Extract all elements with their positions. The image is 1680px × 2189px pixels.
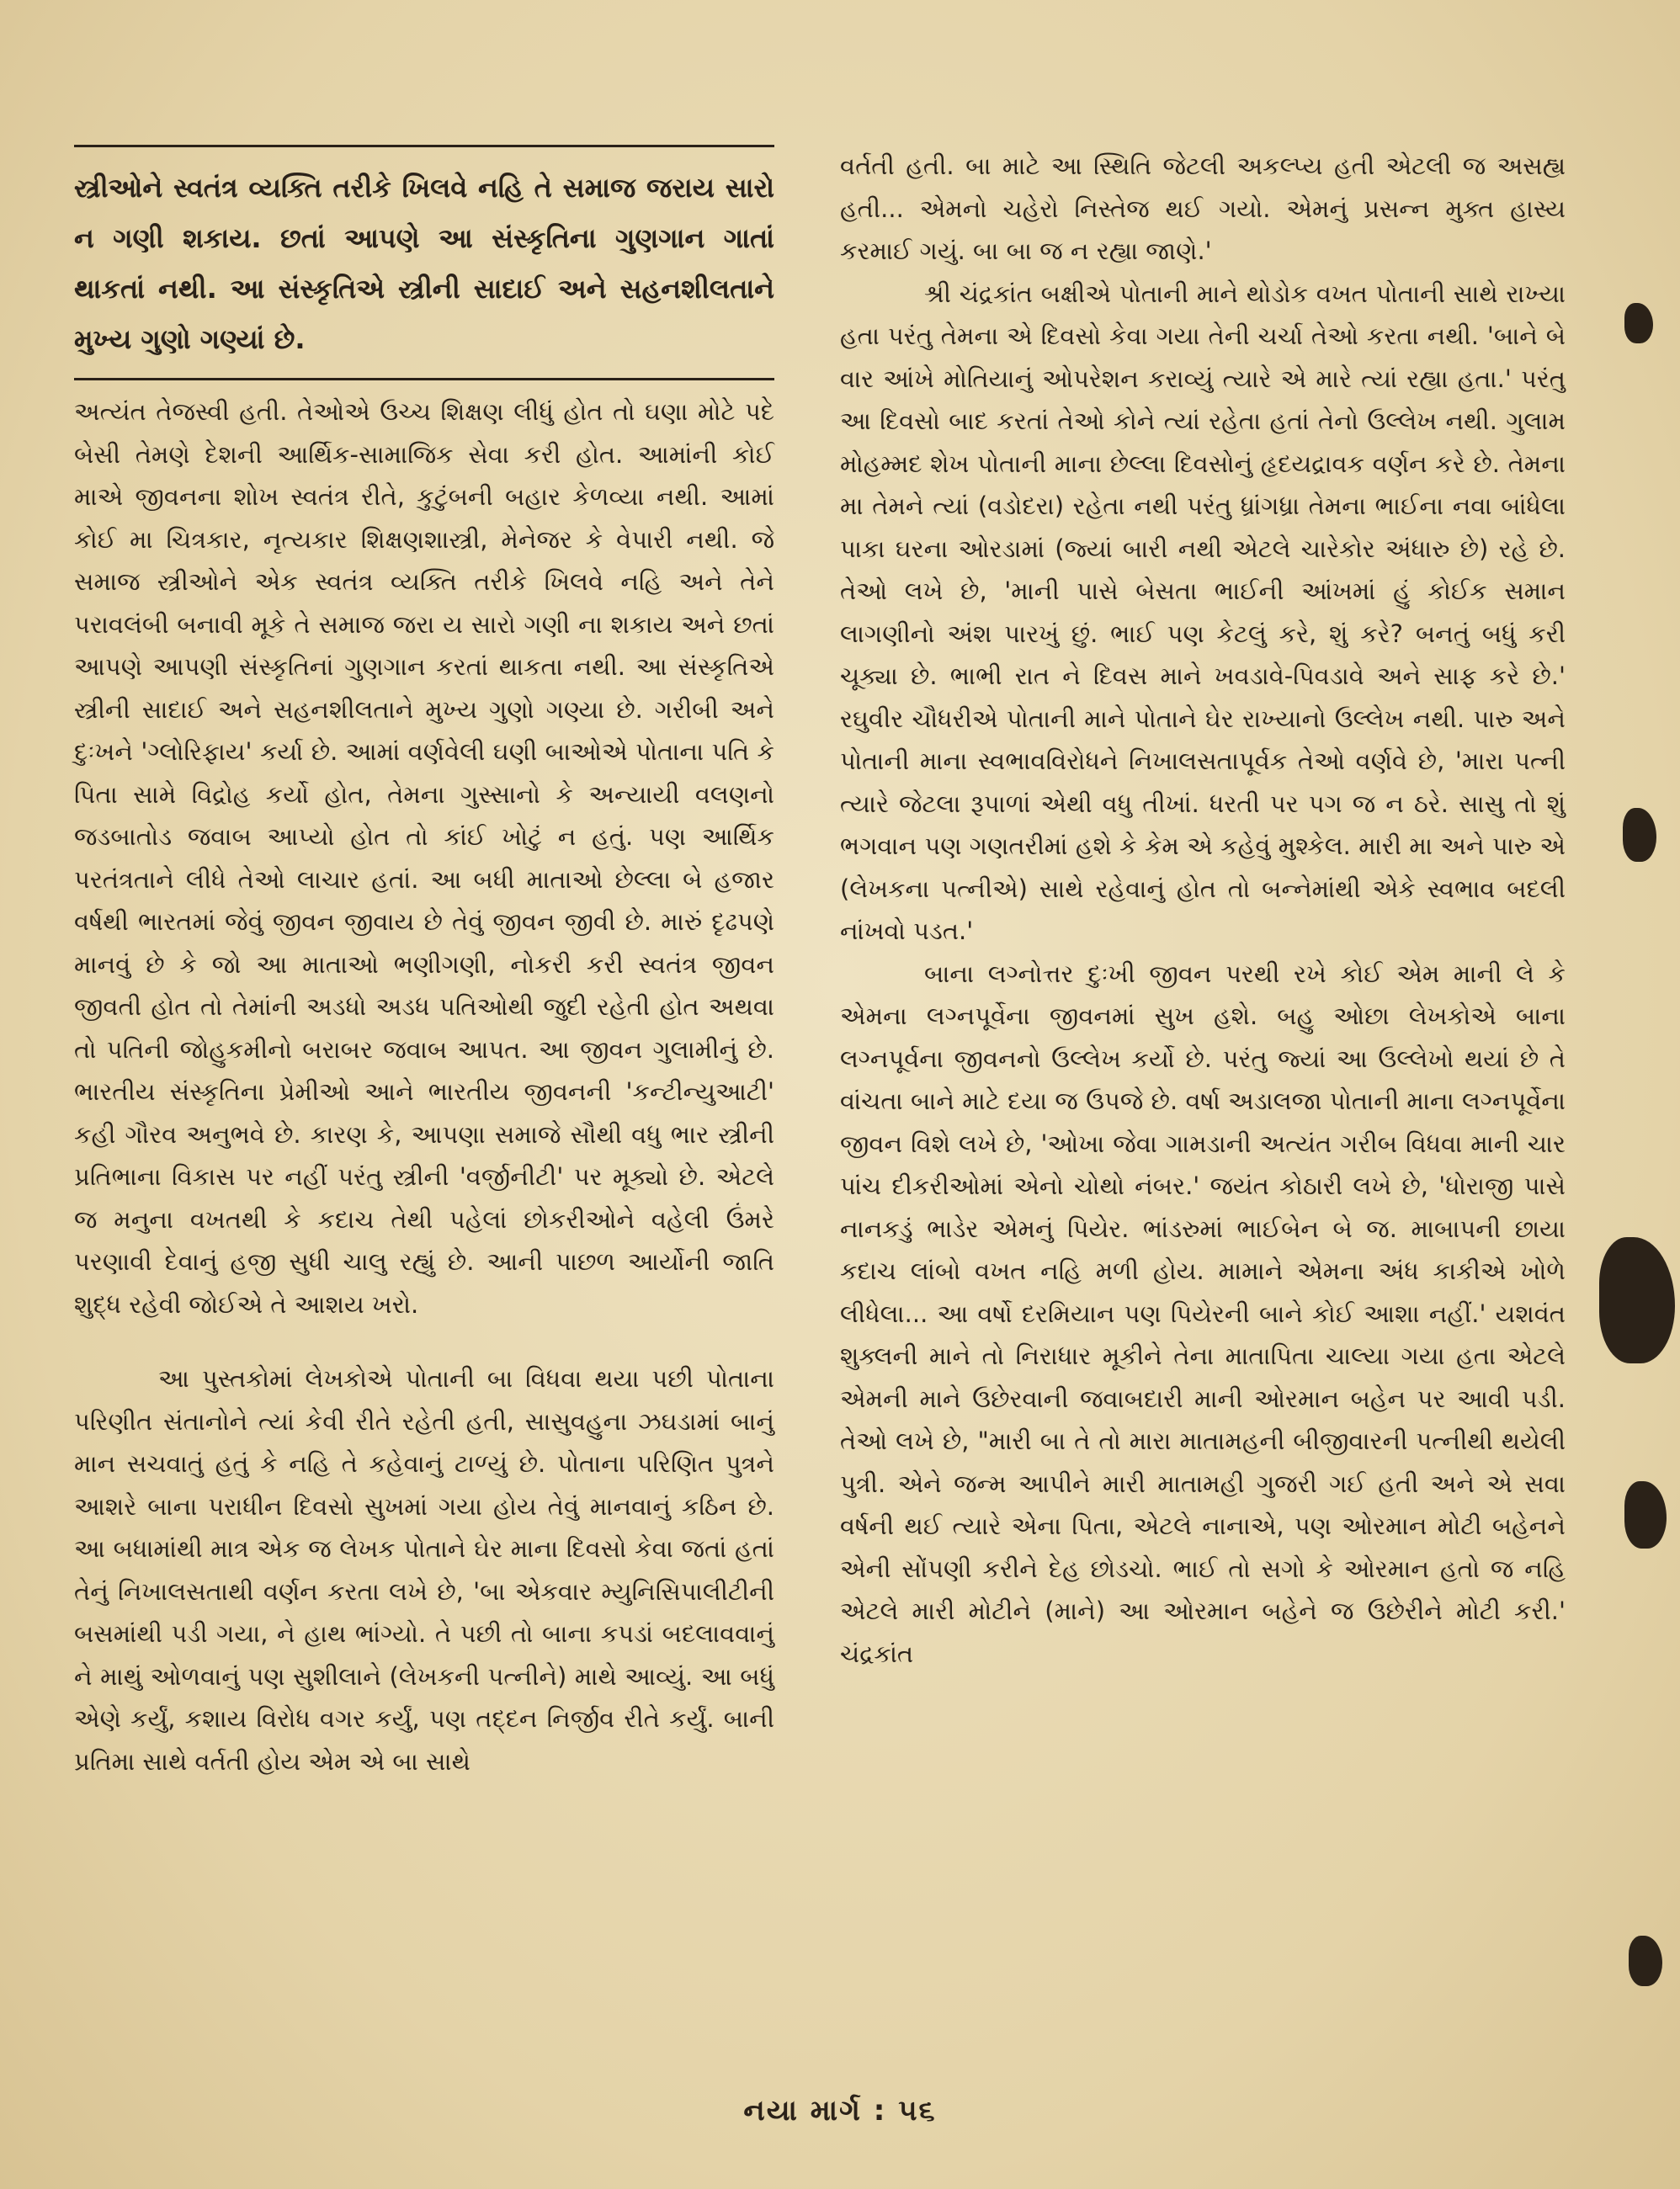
bottom-rule (74, 378, 774, 380)
right-column (840, 145, 1566, 1675)
left-paragraph-1: અત્યંત તેજસ્વી હતી. તેઓએ ઉચ્ચ શિક્ષણ લીધું હોત તો ઘણા મોટે પદે બેસી તેમણે દેશની આર્થિક-સામાજિક સેવા કરી હોત. આમાંની કોઈ માએ જીવનના શોખ સ્વતંત્ર રીતે, કુટુંબની બહાર કેળવ્યા નથી. આમાં કોઈ મા ચિત્રકાર, નૃત્યકાર શિક્ષણશાસ્ત્રી, મેનેજર કે વેપારી નથી. જે સમાજ સ્ત્રીઓને એક સ્વતંત્ર વ્યક્તિ તરીકે ખિલવે નહિ અને તેને પરાવલંબી બનાવી મૂકે તે સમાજ જરા ય સારો ગણી ના શકાય અને છતાં આપણે આપણી સંસ્કૃતિનાં ગુણગાન કરતાં થાકતા નથી. આ સંસ્કૃતિએ સ્ત્રીની સાદાઈ અને સહનશીલતાને મુખ્ય ગુણો ગણ્યા છે. ગરીબી અને દુઃખને 'ગ્લોરિફાય' કર્યા છે. આમાં વર્ણવેલી ઘણી બાઓએ પોતાના પતિ કે પિતા સામે વિદ્રોહ કર્યો હોત, તેમના ગુસ્સાનો કે અન્યાયી વલણનો જડબાતોડ જવાબ આપ્યો હોત તો કાંઈ ખોટું ન હતું. પણ આર્થિક પરતંત્રતાને લીધે તેઓ લાચાર હતાં. આ બધી માતાઓ છેલ્લા બે હજાર વર્ષથી ભારતમાં જેવું જીવન જીવાય છે તેવું જીવન જીવી છે. મારું દૃઢપણે માનવું છે કે જો આ માતાઓ ભણીગણી, નોકરી કરી સ્વતંત્ર જીવન જીવતી હોત તો તેમાંની અડધો અડધ પતિઓથી જુદી રહેતી હોત અથવા તો પતિની જોહુકમીનો બરાબર જવાબ આપત. આ જીવન ગુલામીનું છે. ભારતીય સંસ્કૃતિના પ્રેમીઓ આને ભારતીય જીવનની 'કન્ટીન્યુઆટી' કહી ગૌરવ અનુભવે છે. કારણ કે, આપણા સમાજે સૌથી વધુ ભાર સ્ત્રીની પ્રતિભાના વિકાસ પર નહીં પરંતુ સ્ત્રીની 'વર્જીનીટી' પર મૂક્યો છે. એટલે જ મનુના વખતથી કે કદાચ તેથી પહેલાં છોકરીઓને વહેલી ઉંમરે પરણાવી દેવાનું હજી સુધી ચાલુ રહ્યું છે. આની પાછળ આર્યોની જાતિ શુદ્ધ રહેવી જોઈએ તે આશય ખરો. (74, 397, 774, 1319)
page-damage-mark (1624, 303, 1653, 343)
page-damage-mark (1623, 808, 1656, 862)
page-footer: નયા માર્ગ : ૫૬ (743, 2094, 937, 2128)
left-paragraph-2: આ પુસ્તકોમાં લેખકોએ પોતાની બા વિધવા થયા પછી પોતાના પરિણીત સંતાનોને ત્યાં કેવી રીતે રહેતી હતી, સાસુવહુના ઝઘડામાં બાનું માન સચવાતું હતું કે નહિ તે કહેવાનું ટાળ્યું છે. પોતાના પરિણિત પુત્રને આશરે બાના પરાધીન દિવસો સુખમાં ગયા હોય તેવું માનવાનું કઠિન છે. આ બધામાંથી માત્ર એક જ લેખક પોતાને ઘેર માના દિવસો કેવા જતાં હતાં તેનું નિખાલસતાથી વર્ણન કરતા લખે છે, 'બા એકવાર મ્યુનિસિપાલીટીની બસમાંથી પડી ગયા, ને હાથ ભાંગ્યો. તે પછી તો બાના કપડાં બદલાવવાનું ને માથું ઓળવાનું પણ સુશીલાને (લેખકની પત્નીને) માથે આવ્યું. આ બધું એણે કર્યું, કશાય વિરોધ વગર કર્યું, પણ તદ્દન નિર્જીવ રીતે કર્યું. બાની પ્રતિમા સાથે વર્તતી હોય એમ એ બા સાથે (74, 1364, 774, 1776)
left-column (74, 135, 774, 1783)
pull-quote: સ્ત્રીઓને સ્વતંત્ર વ્યક્તિ તરીકે ખિલવે નહિ તે સમાજ જરાય સારો ન ગણી શકાય. છતાં આપણે આ સંસ્કૃતિના ગુણગાન ગાતાં થાકતાં નથી. આ સંસ્કૃતિએ સ્ત્રીની સાદાઈ અને સહનશીલતાને મુખ્ય ગુણો ગણ્યાં છે. (74, 172, 774, 355)
right-paragraph-2: શ્રી ચંદ્રકાંત બક્ષીએ પોતાની માને થોડોક વખત પોતાની સાથે રાખ્યા હતા પરંતુ તેમના એ દિવસો કેવા ગયા તેની ચર્ચા તેઓ કરતા નથી. 'બાને બે વાર આંખે મોતિયાનું ઓપરેશન કરાવ્યું ત્યારે એ મારે ત્યાં રહ્યા હતા.' પરંતુ આ દિવસો બાદ કરતાં તેઓ કોને ત્યાં રહેતા હતાં તેનો ઉલ્લેખ નથી. ગુલામ મોહમ્મદ શેખ પોતાની માના છેલ્લા દિવસોનું હૃદયદ્રાવક વર્ણન કરે છે. તેમના મા તેમને ત્યાં (વડોદરા) રહેતા નથી પરંતુ ધ્રાંગધ્રા તેમના ભાઈના નવા બાંધેલા પાકા ઘરના ઓરડામાં (જ્યાં બારી નથી એટલે ચારેકોર અંધારુ છે) રહે છે. તેઓ લખે છે, 'માની પાસે બેસતા ભાઈની આંખમાં હું કોઈક સમાન લાગણીનો અંશ પારખું છું. ભાઈ પણ કેટલું કરે, શું કરે? બનતું બધું કરી ચૂક્યા છે. ભાભી રાત ને દિવસ માને ખવડાવે-પિવડાવે અને સાફ કરે છે.' રઘુવીર ચૌધરીએ પોતાની માને પોતાને ઘેર રાખ્યાનો ઉલ્લેખ નથી. પારુ અને પોતાની માના સ્વભાવવિરોધને નિખાલસતાપૂર્વક તેઓ વર્ણવે છે, 'મારા પત્ની ત્યારે જેટલા રૂપાળાં એથી વધુ તીખાં. ધરતી પર પગ જ ન ઠરે. સાસુ તો શું ભગવાન પણ ગણતરીમાં હશે કે કેમ એ કહેવું મુશ્કેલ. મારી મા અને પારુ એ (લેખકના પત્નીએ) સાથે રહેવાનું હોત તો બન્નેમાંથી એકે સ્વભાવ બદલી નાંખવો પડત.' (840, 279, 1566, 945)
paragraph-gap (74, 1326, 774, 1357)
top-rule (74, 145, 774, 147)
right-paragraph-1: વર્તતી હતી. બા માટે આ સ્થિતિ જેટલી અકલ્પ્ય હતી એટલી જ અસહ્ય હતી... એમનો ચહેરો નિસ્તેજ થઈ ગયો. એમનું પ્રસન્ન મુક્ત હાસ્ય કરમાઈ ગયું. બા બા જ ન રહ્યા જાણે.' (840, 151, 1566, 265)
right-paragraph-3: બાના લગ્નોત્તર દુઃખી જીવન પરથી રખે કોઈ એમ માની લે કે એમના લગ્નપૂર્વેના જીવનમાં સુખ હશે. બહુ ઓછા લેખકોએ બાના લગ્નપૂર્વના જીવનનો ઉલ્લેખ કર્યો છે. પરંતુ જ્યાં આ ઉલ્લેખો થયાં છે તે વાંચતા બાને માટે દયા જ ઉપજે છે. વર્ષા અડાલજા પોતાની માના લગ્નપૂર્વેના જીવન વિશે લખે છે, 'ઓખા જેવા ગામડાની અત્યંત ગરીબ વિધવા માની ચાર પાંચ દીકરીઓમાં એનો ચોથો નંબર.' જયંત કોઠારી લખે છે, 'ધોરાજી પાસે નાનકડું ભાડેર એમનું પિયેર. ભાંડરુમાં ભાઈબેન બે જ. માબાપની છાયા કદાચ લાંબો વખત નહિ મળી હોય. મામાને એમના અંધ કાકીએ ખોળે લીધેલા... આ વર્ષો દરમિયાન પણ પિયેરની બાને કોઈ આશા નહીં.' યશવંત શુક્લની માને તો નિરાધાર મૂકીને તેના માતાપિતા ચાલ્યા ગયા હતા એટલે એમની માને ઉછેરવાની જવાબદારી માની ઓરમાન બહેન પર આવી પડી. તેઓ લખે છે, "મારી બા તે તો મારા માતામહની બીજીવારની પત્નીથી થયેલી પુત્રી. એને જન્મ આપીને મારી માતામહી ગુજરી ગઈ હતી અને એ સવા વર્ષની થઈ ત્યારે એના પિતા, એટલે નાનાએ, પણ ઓરમાન મોટી બહેનને એની સોંપણી કરીને દેહ છોડચો. ભાઈ તો સગો કે ઓરમાન હતો જ નહિ એટલે મારી મોટીને (માને) આ ઓરમાન બહેને જ ઉછેરીને મોટી કરી.' ચંદ્રકાંત (840, 959, 1566, 1668)
page-damage-mark (1629, 1936, 1662, 1986)
page-damage-mark (1599, 1237, 1675, 1363)
page-damage-mark (1624, 1481, 1667, 1549)
